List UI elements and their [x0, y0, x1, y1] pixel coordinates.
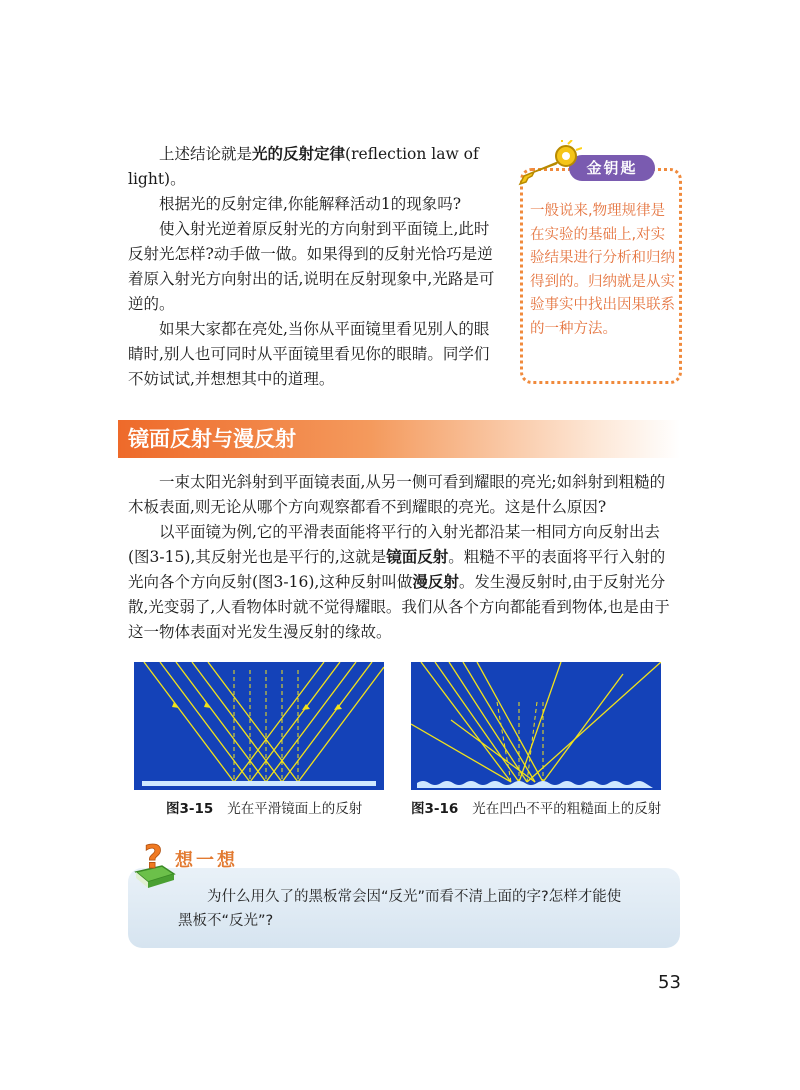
intro-text [128, 142, 498, 392]
intro-paragraph-2: 根据光的反射定律,你能解释活动1的现象吗? [159, 195, 462, 213]
intro-p1-post: (reflection law of light)。 [128, 145, 479, 188]
reflected-ray [519, 662, 561, 782]
section-text [128, 470, 680, 645]
reflected-ray [298, 667, 384, 782]
figure-specular-reflection [134, 662, 384, 790]
golden-key-title: 金钥匙 [569, 155, 655, 181]
normal-line [497, 702, 511, 782]
section-p2-a: 以平面镜为例,它的平滑表面能将平行的入射光都沿某一相同方向反射出去(图3-15),其反射光也是平行的,这就是 [128, 523, 660, 566]
flat-mirror-surface [142, 781, 376, 786]
intro-p1-pre: 上述结论就是 [159, 145, 253, 163]
figure-number: 图3-16 [411, 801, 459, 817]
figure-number: 图3-15 [166, 801, 214, 817]
intro-paragraph-3: 使入射光逆着原反射光的方向射到平面镜上,此时反射光怎样?动手做一做。如果得到的反射光恰巧是逆着原入射光方向射出的话,说明在反射现象中,光路是可逆的。 [128, 220, 495, 313]
term-specular-reflection: 镜面反射 [386, 548, 449, 566]
question-book-icon [132, 838, 178, 894]
figure-diffuse-reflection [411, 662, 661, 790]
think-question [178, 885, 668, 933]
diffuse-reflection-diagram [411, 662, 661, 790]
specular-reflection-diagram [134, 662, 384, 790]
arrow-head [204, 702, 211, 708]
term-reflection-law: 光的反射定律 [252, 145, 346, 163]
section-title: 镜面反射与漫反射 [128, 427, 296, 451]
golden-key-text: 一般说来,物理规律是在实验的基础上,对实验结果进行分析和归纳得到的。归纳就是从实验事实中找出因果联系的一种方法。 [530, 203, 675, 337]
section-p2-b: 。粗糙不平的表面将平行入射的光向各个方向反射(图3-16),这种反射叫做 [128, 548, 666, 591]
key-icon [512, 140, 582, 186]
rough-surface [417, 781, 653, 788]
incident-ray [435, 662, 519, 782]
figure-caption-text: 光在平滑镜面上的反射 [227, 801, 363, 817]
svg-text:?: ? [144, 838, 163, 876]
think-question-line-2: 黑板不“反光”? [178, 913, 274, 929]
term-diffuse-reflection: 漫反射 [412, 573, 459, 591]
incident-ray [463, 662, 535, 782]
think-question-line-1: 为什么用久了的黑板常会因“反光”而看不清上面的字?怎样才能使 [207, 889, 622, 905]
incident-ray [449, 662, 527, 782]
arrow-head [334, 704, 342, 710]
think-title: 想一想 [175, 850, 238, 871]
incident-ray [421, 662, 511, 782]
figure-caption-text: 光在凹凸不平的粗糙面上的反射 [472, 801, 662, 817]
section-paragraph-1: 一束太阳光斜射到平面镜表面,从另一侧可看到耀眼的亮光;如斜射到粗糙的木板表面,则无论从哪个方向观察都看不到耀眼的亮光。这是什么原因? [128, 473, 666, 516]
intro-paragraph-4: 如果大家都在亮处,当你从平面镜里看见别人的眼睛时,别人也可同时从平面镜里看见你的眼睛。同学们不妨试试,并想想其中的道理。 [128, 320, 490, 388]
intro-paragraph-1 [128, 142, 498, 192]
section-paragraph-2 [128, 520, 680, 645]
figure-caption-3-16 [411, 797, 661, 817]
figure-caption-3-15 [166, 797, 362, 817]
section-p2-c: 。发生漫反射时,由于反射光分散,光变弱了,人看物体时就不觉得耀眼。我们从各个方向都能看到物体,也是由于这一物体表面对光发生漫反射的缘故。 [128, 573, 670, 641]
page-number: 53 [658, 972, 681, 993]
arrow-head [302, 704, 310, 710]
arrow-head [172, 702, 179, 708]
reflected-ray [527, 662, 661, 782]
reflected-ray [543, 674, 623, 782]
